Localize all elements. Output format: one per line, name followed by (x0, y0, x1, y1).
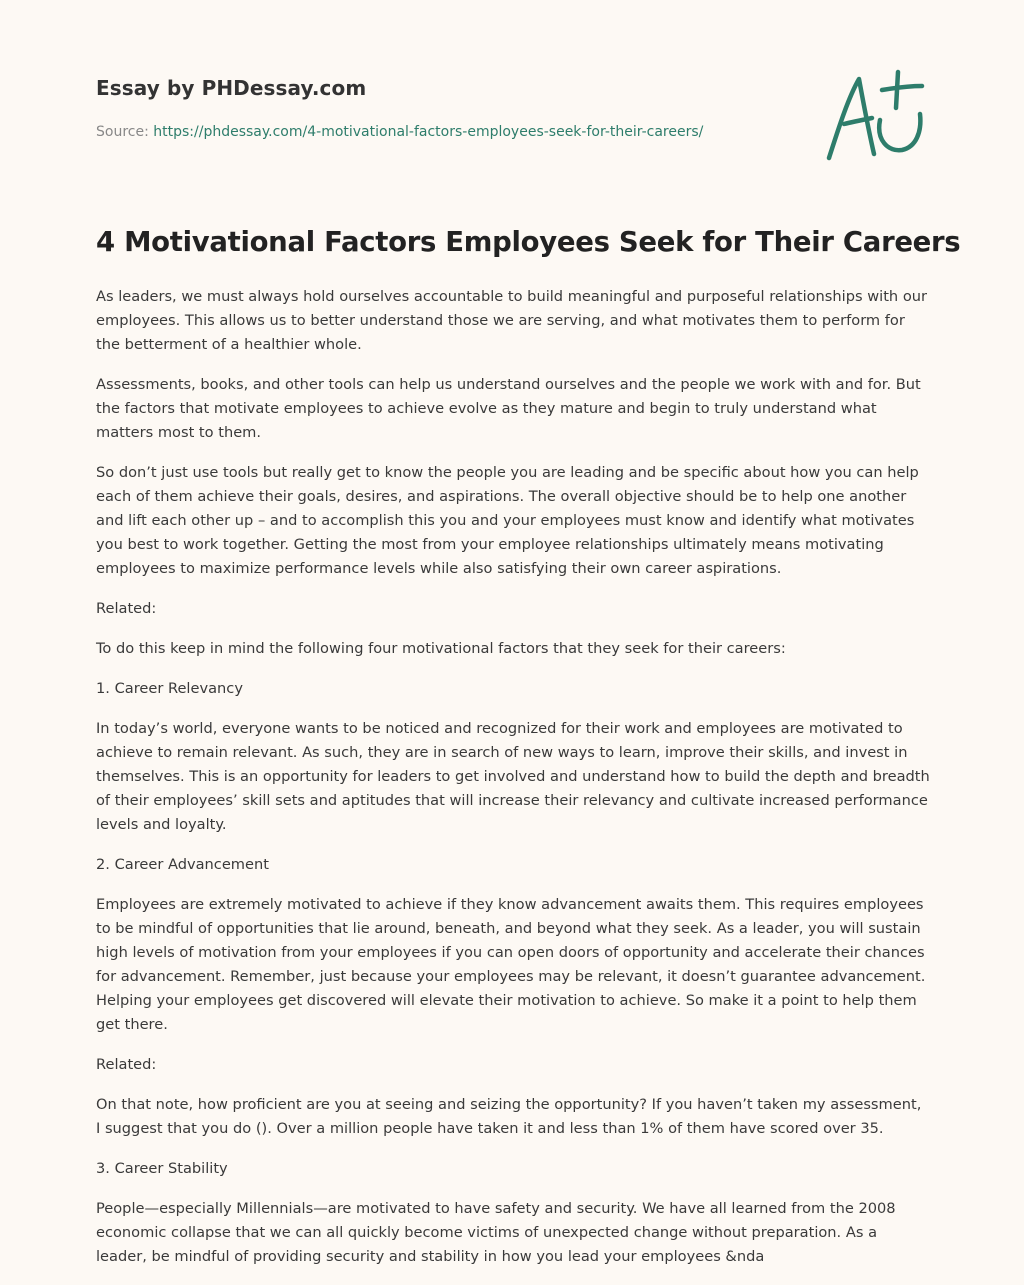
related-label: Related: (96, 600, 157, 617)
a-plus-grade-icon (822, 68, 926, 164)
article-title: 4 Motivational Factors Employees Seek for Their Careers (96, 226, 961, 258)
section-heading: 2. Career Advancement (96, 856, 269, 873)
paragraph: People—especially Millennials—are motivated to have safety and security. We have all learned from the 2008 economic collapse that we can all quickly become victims of unexpected change without preparation. As a leader, be mindful of providing security and stability in how you lead your employees &nda (96, 1200, 896, 1265)
paragraph: To do this keep in mind the following four motivational factors that they seek for their careers: (96, 640, 786, 657)
paragraph: On that note, how proficient are you at seeing and seizing the opportunity? If you haven’t taken my assessment, I suggest that you do (). Over a million people have taken it and less than 1% of them have scored over 35. (96, 1096, 922, 1137)
paragraph: Employees are extremely motivated to achieve if they know advancement awaits them. This requires employees to be mindful of opportunities that lie around, beneath, and beyond what they seek. As a leader, you will sustain high levels of motivation from your employees if you can open doors of opportunity and accelerate their chances for advancement. Remember, just because your employees may be relevant, it doesn’t guarantee advancement. Helping your employees get discovered will elevate their motivation to achieve. So make it a point to help them get there. (96, 896, 926, 1033)
paragraph: So don’t just use tools but really get to know the people you are leading and be specific about how you can help each of them achieve their goals, desires, and aspirations. The overall objective should be to help one another and lift each other up – and to accomplish this you and your employees must know and identify what motivates you best to work together. Getting the most from your employee relationships ultimately means motivating employees to maximize performance levels while also satisfying their own career aspirations. (96, 464, 919, 577)
paragraph: As leaders, we must always hold ourselves accountable to build meaningful and purposeful relationships with our employees. This allows us to better understand those we are serving, and what motivates them to perform for the betterment of a healthier whole. (96, 288, 928, 353)
section-heading: 1. Career Relevancy (96, 680, 243, 697)
paragraph: Assessments, books, and other tools can help us understand ourselves and the people we work with and for. But the factors that motivate employees to achieve evolve as they mature and begin to truly understand what matters most to them. (96, 376, 921, 441)
essay-header (96, 76, 796, 140)
source-label: Source: (96, 124, 149, 140)
source-line (96, 124, 796, 140)
section-heading: 3. Career Stability (96, 1160, 228, 1177)
source-link[interactable]: https://phdessay.com/4-motivational-factors-employees-seek-for-their-careers/ (153, 124, 704, 140)
article-body (96, 285, 930, 1285)
related-label: Related: (96, 1056, 157, 1073)
paragraph: In today’s world, everyone wants to be noticed and recognized for their work and employees are motivated to achieve to remain relevant. As such, they are in search of new ways to learn, improve their skills, and invest in themselves. This is an opportunity for leaders to get involved and understand how to build the depth and breadth of their employees’ skill sets and aptitudes that will increase their relevancy and cultivate increased performance levels and loyalty. (96, 720, 930, 833)
site-title: Essay by PHDessay.com (96, 76, 367, 100)
